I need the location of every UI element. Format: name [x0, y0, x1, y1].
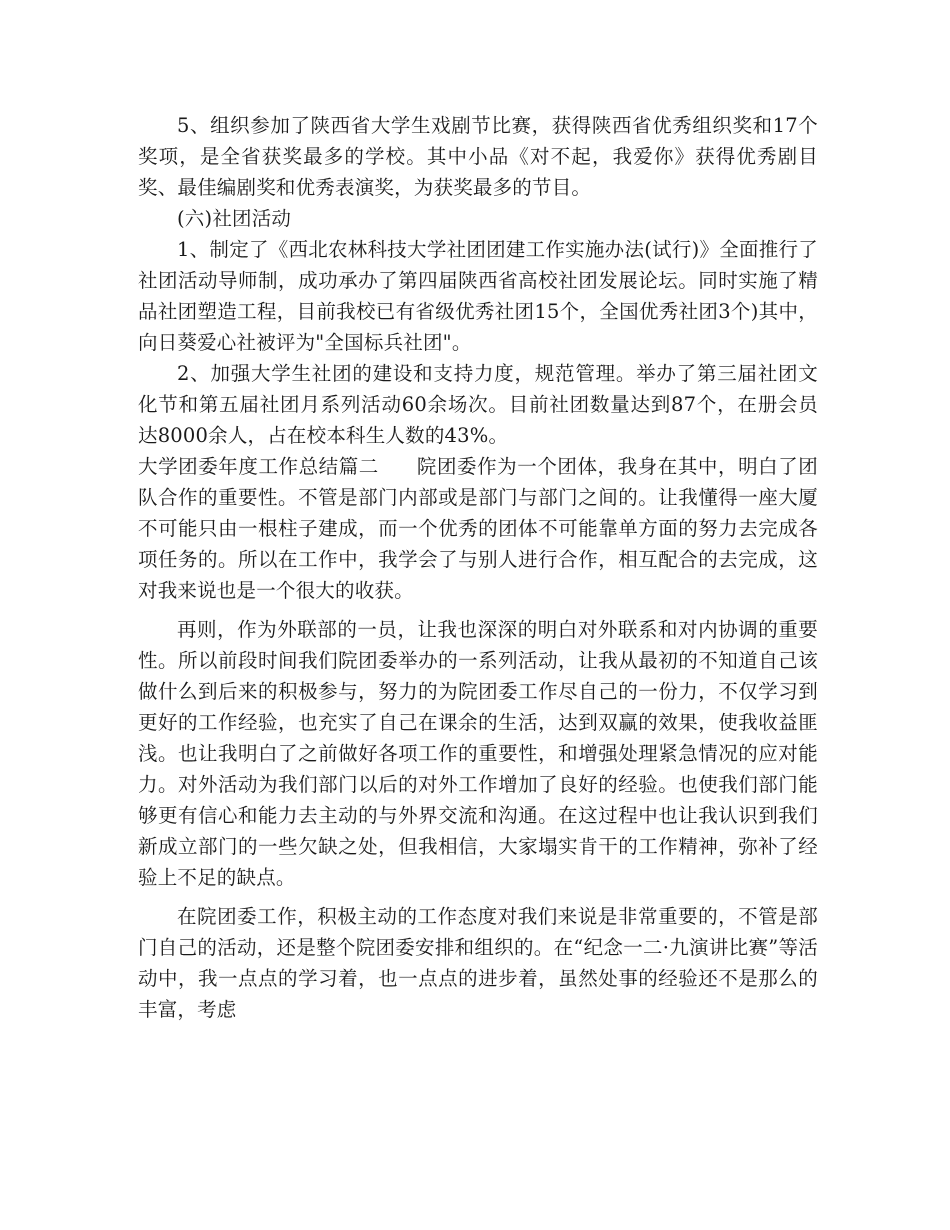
paragraph-work-attitude: 在院团委工作，积极主动的工作态度对我们来说是非常重要的，不管是部门自己的活动，还是整个院团委安排和组织的。在“纪念一二·九演讲比赛”等活动中，我一点点的学习着，也一点点的进步着，虽然处事的经验还不是那么的丰富，考虑 [138, 905, 818, 1021]
article-title: 大学团委年度工作总结篇二 [138, 455, 379, 478]
paragraph-club-mentorship: 1、制定了《西北农林科技大学社团团建工作实施办法(试行)》全面推行了社团活动导师制，成功承办了第四届陕西省高校社团发展论坛。同时实施了精品社团塑造工程，目前我校已有省级优秀社团15个，全国优秀社团3个)其中，向日葵爱心社被评为"全国标兵社团"。 [138, 238, 818, 354]
section-heading-club-activities: (六)社团活动 [177, 207, 292, 230]
paragraph-teamwork [138, 451, 818, 606]
paragraph-drama-festival: 5、组织参加了陕西省大学生戏剧节比赛，获得陕西省优秀组织奖和17个奖项，是全省获奖最多的学校。其中小品《对不起，我爱你》获得优秀剧目奖、最佳编剧奖和优秀表演奖，为获奖最多的节目。 [138, 114, 818, 199]
paragraph-external-relations: 再则，作为外联部的一员，让我也深深的明白对外联系和对内协调的重要性。所以前段时间我们院团委举办的一系列活动，让我从最初的不知道自己该做什么到后来的积极参与，努力的为院团委工作尽自己的一份力，不仅学习到更好的工作经验，也充实了自己在课余的生活，达到双赢的效果，使我收益匪浅。也让我明白了之前做好各项工作的重要性，和增强处理紧急情况的应对能力。对外活动为我们部门以后的对外工作增加了良好的经验。也使我们部门能够更有信心和能力去主动的与外界交流和沟通。在这过程中也让我认识到我们新成立部门的一些欠缺之处，但我相信，大家塌实肯干的工作精神，弥补了经验上不足的缺点。 [138, 618, 818, 889]
paragraph-club-management: 2、加强大学生社团的建设和支持力度，规范管理。举办了第三届社团文化节和第五届社团月系列活动60余场次。目前社团数量达到87个，在册会员达8000余人，占在校本科生人数的43%。 [138, 362, 818, 447]
teamwork-text: 院团委作为一个团体，我身在其中，明白了团队合作的重要性。不管是部门内部或是部门与部门之间的。让我懂得一座大厦不可能只由一根柱子建成，而一个优秀的团体不可能靠单方面的努力去完成各项任务的。所以在工作中，我学会了与别人进行合作，相互配合的去完成，这对我来说也是一个很大的收获。 [138, 455, 818, 602]
document-body [138, 110, 818, 1025]
